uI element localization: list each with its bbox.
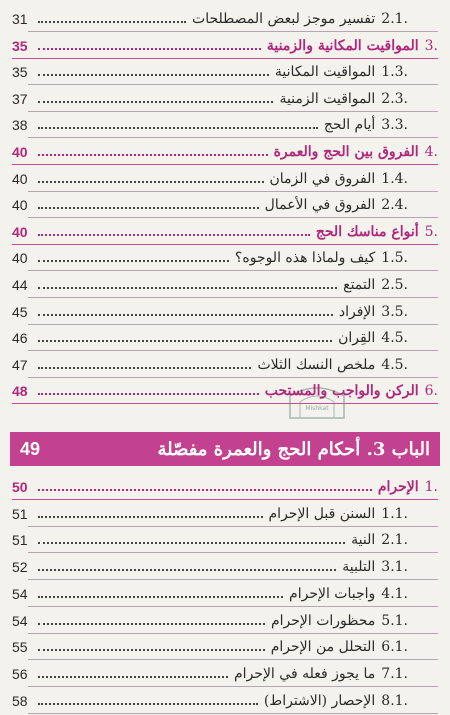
entry-title: المواقيت المكانية والزمنية: [266, 38, 419, 54]
toc-sub-entry: [12, 352, 438, 374]
dot-leader: [38, 314, 333, 316]
toc-sub-entry: [12, 634, 438, 656]
entry-title: التلبية: [342, 559, 376, 575]
toc-sub-entry: [12, 245, 438, 267]
dot-leader: [38, 127, 318, 129]
dot-leader: [38, 703, 258, 705]
entry-page-number: 40: [12, 250, 28, 266]
entry-number: .1.1: [381, 506, 408, 522]
entry-number: .6: [424, 383, 438, 399]
dot-leader: [38, 207, 259, 209]
entry-number: .3.3: [381, 117, 408, 133]
entry-divider: [28, 606, 438, 607]
entry-divider: [28, 270, 438, 271]
toc-sub-entry: [12, 192, 438, 214]
entry-title: ملخص النسك الثلاث: [257, 357, 376, 373]
entry-number: .1.3: [381, 64, 408, 80]
entry-title: الإحصار (الاشتراط): [263, 693, 376, 709]
entry-page-number: 55: [12, 639, 28, 655]
dot-leader: [38, 623, 265, 625]
entry-title: واجبات الإحرام: [289, 586, 376, 602]
entry-divider: [28, 31, 438, 32]
toc-section-entry: [12, 139, 438, 161]
entry-title: الإفراد: [338, 304, 376, 320]
entry-title: الركن والواجب والمستحب: [264, 383, 419, 399]
toc-sub-entry: [12, 554, 438, 576]
entry-divider: [28, 217, 438, 218]
entry-page-number: 58: [12, 693, 28, 709]
entry-page-number: 48: [12, 383, 28, 399]
entry-page-number: 47: [12, 357, 28, 373]
entry-title: محظورات الإحرام: [270, 613, 376, 629]
entry-number: .1.4: [381, 171, 408, 187]
entry-number: .3.5: [381, 304, 408, 320]
entry-divider: [12, 499, 438, 500]
entry-page-number: 52: [12, 559, 28, 575]
entry-title: المواقيت المكانية: [274, 64, 376, 80]
entry-page-number: 51: [12, 532, 28, 548]
dot-leader: [38, 181, 264, 183]
entry-page-number: 37: [12, 91, 28, 107]
entry-number: .4.5: [381, 357, 408, 373]
entry-page-number: 40: [12, 144, 28, 160]
entry-title: أنواع مناسك الحج: [315, 224, 419, 240]
toc-sub-entry: [12, 581, 438, 603]
entry-divider: [28, 659, 438, 660]
entry-number: .2.4: [381, 197, 408, 213]
dot-leader: [38, 21, 186, 23]
entry-page-number: 38: [12, 117, 28, 133]
toc-sub-entry: [12, 272, 438, 294]
entry-page-number: 35: [12, 64, 28, 80]
entry-number: .1.5: [381, 250, 408, 266]
entry-number: .8.1: [381, 693, 408, 709]
dot-leader: [38, 260, 229, 262]
entry-number: .5.1: [381, 613, 408, 629]
entry-title: التحلل من الإحرام: [270, 639, 376, 655]
entry-number: .1: [424, 479, 438, 495]
entry-page-number: 40: [12, 224, 28, 240]
entry-number: .2.5: [381, 277, 408, 293]
toc-section-entry: [12, 33, 438, 55]
entry-title: النية: [351, 532, 376, 548]
toc-sub-entry: [12, 527, 438, 549]
toc-sub-entry: [12, 661, 438, 683]
entry-divider: [28, 713, 438, 714]
dot-leader: [38, 74, 269, 76]
dot-leader: [38, 287, 337, 289]
entry-title: الإحرام: [377, 479, 419, 495]
toc-section-entry: [12, 219, 438, 241]
chapter-page-number: 49: [20, 438, 41, 459]
toc-sub-entry: [12, 501, 438, 523]
entry-divider: [28, 686, 438, 687]
entry-number: .4.5: [381, 330, 408, 346]
entry-page-number: 51: [12, 506, 28, 522]
entry-title: تفسير موجز لبعض المصطلحات: [192, 11, 376, 27]
entry-divider: [12, 164, 438, 165]
entry-page-number: 46: [12, 330, 28, 346]
entry-number: .4.1: [381, 586, 408, 602]
dot-leader: [38, 48, 261, 50]
entry-page-number: 54: [12, 613, 28, 629]
entry-page-number: 45: [12, 304, 28, 320]
entry-title: كيف ولماذا هذه الوجوه؟: [234, 250, 376, 266]
dot-leader: [38, 676, 228, 678]
entry-number: .4: [424, 144, 438, 160]
entry-title: الفروق بين الحج والعمرة: [273, 144, 419, 160]
dot-leader: [38, 340, 332, 342]
entry-number: .2.1: [381, 11, 408, 27]
entry-page-number: 54: [12, 586, 28, 602]
entry-title: أيام الحج: [323, 117, 376, 133]
entry-divider: [28, 350, 438, 351]
entry-page-number: 40: [12, 197, 28, 213]
dot-leader: [38, 154, 268, 156]
dot-leader: [38, 367, 251, 369]
entry-title: الفروق في الأعمال: [264, 197, 376, 213]
toc-sub-entry: [12, 6, 438, 28]
dot-leader: [38, 542, 345, 544]
toc-sub-entry: [12, 59, 438, 81]
toc-sub-entry: [12, 299, 438, 321]
svg-text:Mishkat: Mishkat: [305, 405, 329, 412]
dot-leader: [38, 516, 263, 518]
entry-number: .2.1: [381, 532, 408, 548]
toc-section-entry: [12, 474, 438, 496]
toc-sub-entry: [12, 608, 438, 630]
entry-number: .7.1: [381, 666, 408, 682]
entry-divider: [28, 552, 438, 553]
entry-page-number: 50: [12, 479, 28, 495]
dot-leader: [38, 489, 372, 491]
entry-title: المواقيت الزمنية: [279, 91, 376, 107]
toc-section-entry: [12, 378, 438, 400]
dot-leader: [38, 569, 336, 571]
entry-number: .2.3: [381, 91, 408, 107]
entry-number: .6.1: [381, 639, 408, 655]
entry-divider: [28, 84, 438, 85]
dot-leader: [38, 596, 283, 598]
entry-page-number: 56: [12, 666, 28, 682]
entry-divider: [28, 579, 438, 580]
entry-page-number: 40: [12, 171, 28, 187]
entry-number: .5: [424, 224, 438, 240]
entry-title: ما يجوز فعله في الإحرام: [234, 666, 376, 682]
entry-title: السنن قبل الإحرام: [268, 506, 376, 522]
entry-number: .3.1: [381, 559, 408, 575]
toc-sub-entry: [12, 325, 438, 347]
entry-title: التمتع: [343, 277, 376, 293]
entry-title: الفروق في الزمان: [269, 171, 376, 187]
dot-leader: [38, 234, 310, 236]
toc-sub-entry: [12, 166, 438, 188]
chapter-heading-bar: [10, 432, 440, 466]
entry-divider: [28, 137, 438, 138]
entry-page-number: 44: [12, 277, 28, 293]
entry-divider: [12, 403, 438, 404]
dot-leader: [38, 393, 259, 395]
dot-leader: [38, 649, 265, 651]
toc-sub-entry: [12, 112, 438, 134]
entry-page-number: 31: [12, 11, 28, 27]
toc-sub-entry: [12, 688, 438, 710]
toc-sub-entry: [12, 86, 438, 108]
entry-number: .3: [424, 38, 438, 54]
entry-page-number: 35: [12, 38, 28, 54]
dot-leader: [38, 101, 273, 103]
entry-title: القِران: [338, 330, 376, 346]
chapter-title: الباب 3. أحكام الحج والعمرة مفصّلة: [157, 438, 430, 460]
entry-divider: [28, 297, 438, 298]
